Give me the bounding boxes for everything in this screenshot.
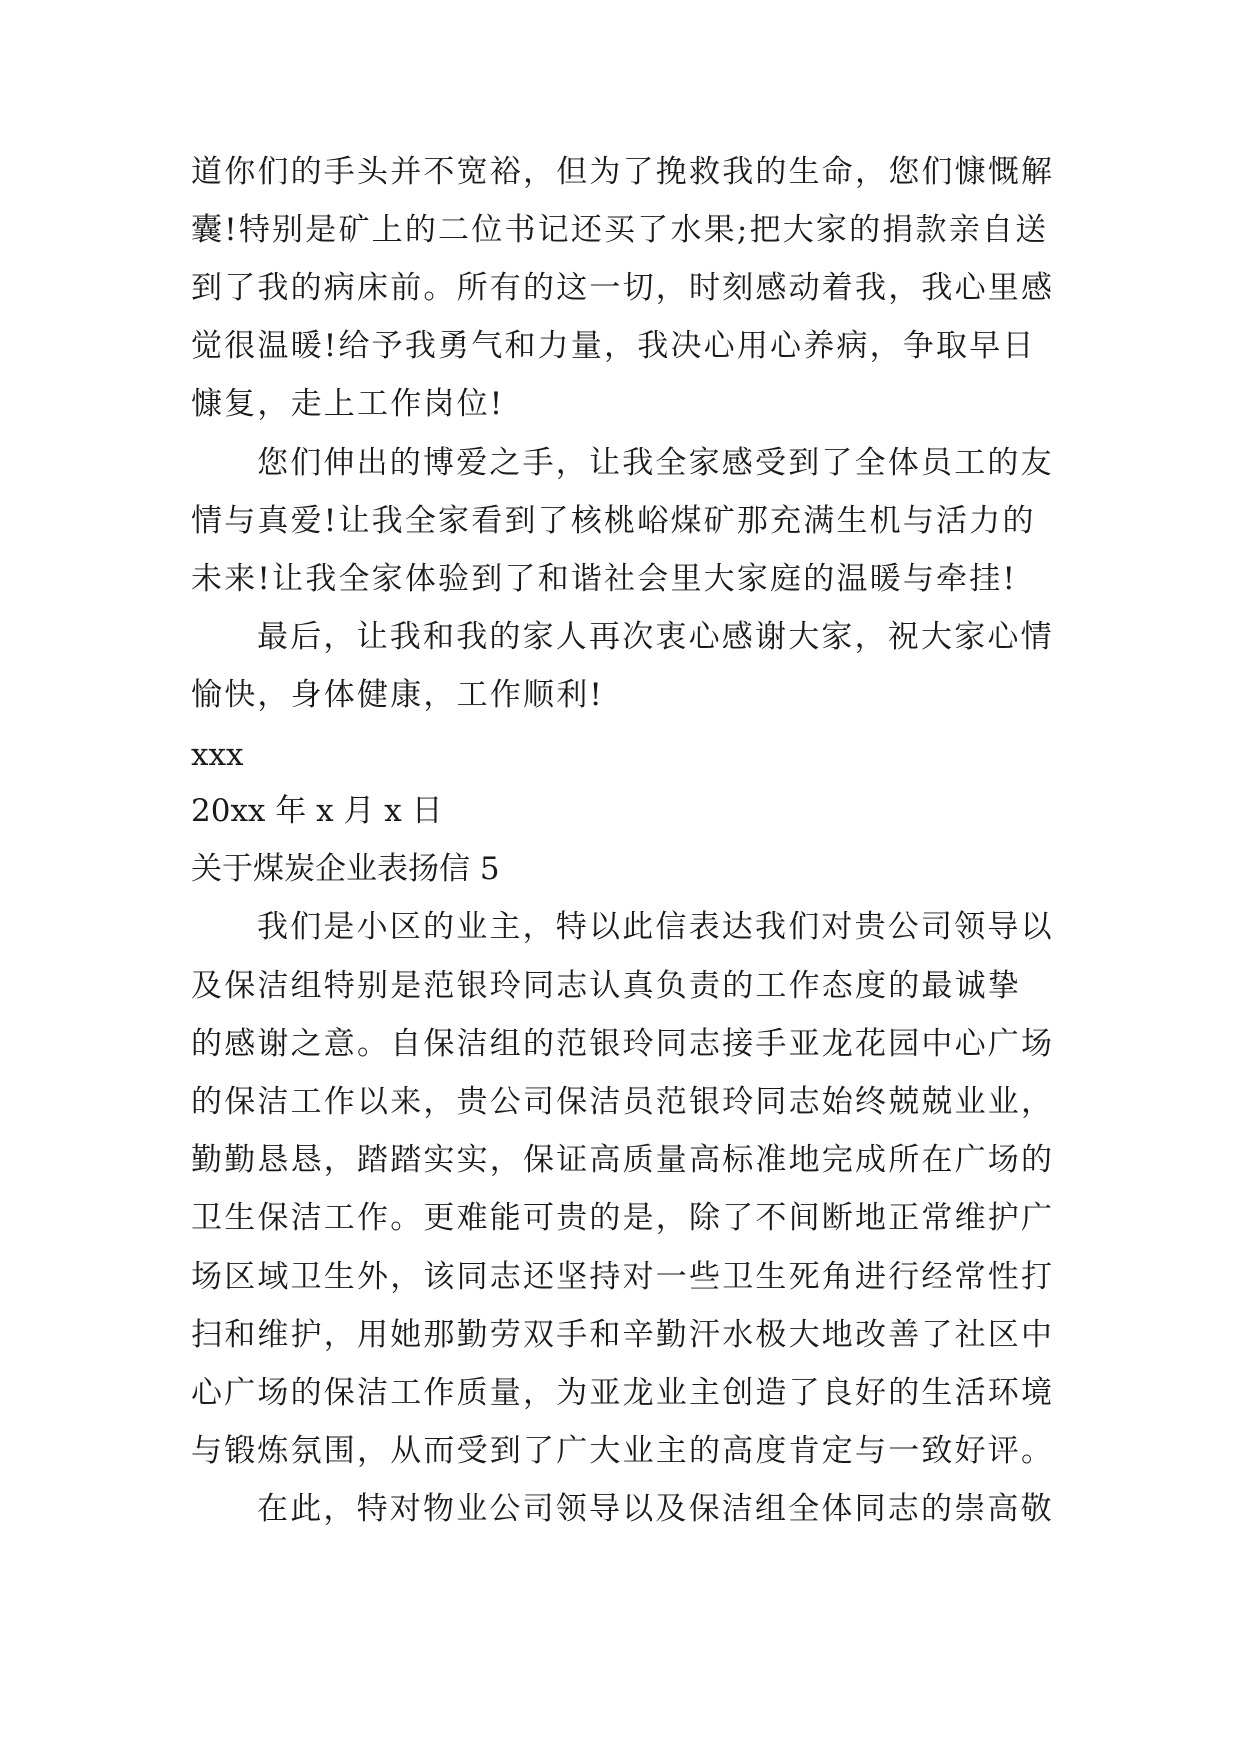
text-line: 的保洁工作以来，贵公司保洁员范银玲同志始终兢兢业业， [191,1084,1055,1120]
text-line: 慷复，走上工作岗位! [191,386,505,422]
text-line: 到了我的病床前。所有的这一切，时刻感动着我，我心里感 [191,270,1055,306]
text-line: 愉快，身体健康，工作顺利! [191,677,605,713]
text-line: 心广场的保洁工作质量，为亚龙业主创造了良好的生活环境 [191,1375,1055,1411]
text-line: 觉很温暖!给予我勇气和力量，我决心用心养病，争取早日 [191,328,1036,364]
text-line: 卫生保洁工作。更难能可贵的是，除了不间断地正常维护广 [191,1200,1055,1236]
text-line: 未来!让我全家体验到了和谐社会里大家庭的温暖与牵挂! [191,561,1018,597]
text-line: 情与真爱!让我全家看到了核桃峪煤矿那充满生机与活力的 [191,503,1036,539]
text-line: 囊!特别是矿上的二位书记还买了水果;把大家的捐款亲自送 [191,212,1049,248]
paragraph-start: 最后，让我和我的家人再次衷心感谢大家，祝大家心情 [257,619,1054,655]
date: 20xx 年 x 月 x 日 [191,793,443,829]
text-line: 及保洁组特别是范银玲同志认真负责的工作态度的最诚挚 [191,968,1021,1004]
paragraph-start: 我们是小区的业主，特以此信表达我们对贵公司领导以 [257,909,1054,945]
text-line: 场区域卫生外，该同志还坚持对一些卫生死角进行经常性打 [191,1259,1055,1295]
signature: xxx [191,737,244,773]
paragraph-start: 您们伸出的博爱之手，让我全家感受到了全体员工的友 [257,445,1054,481]
text-line: 道你们的手头并不宽裕，但为了挽救我的生命，您们慷慨解 [191,154,1055,190]
text-line: 扫和维护，用她那勤劳双手和辛勤汗水极大地改善了社区中 [191,1317,1055,1353]
section-title: 关于煤炭企业表扬信 5 [191,851,500,887]
text-line: 与锻炼氛围，从而受到了广大业主的高度肯定与一致好评。 [191,1433,1055,1469]
text-line: 勤勤恳恳，踏踏实实，保证高质量高标准地完成所在广场的 [191,1142,1055,1178]
text-line: 的感谢之意。自保洁组的范银玲同志接手亚龙花园中心广场 [191,1026,1055,1062]
paragraph-start: 在此，特对物业公司领导以及保洁组全体同志的崇高敬 [257,1491,1054,1527]
